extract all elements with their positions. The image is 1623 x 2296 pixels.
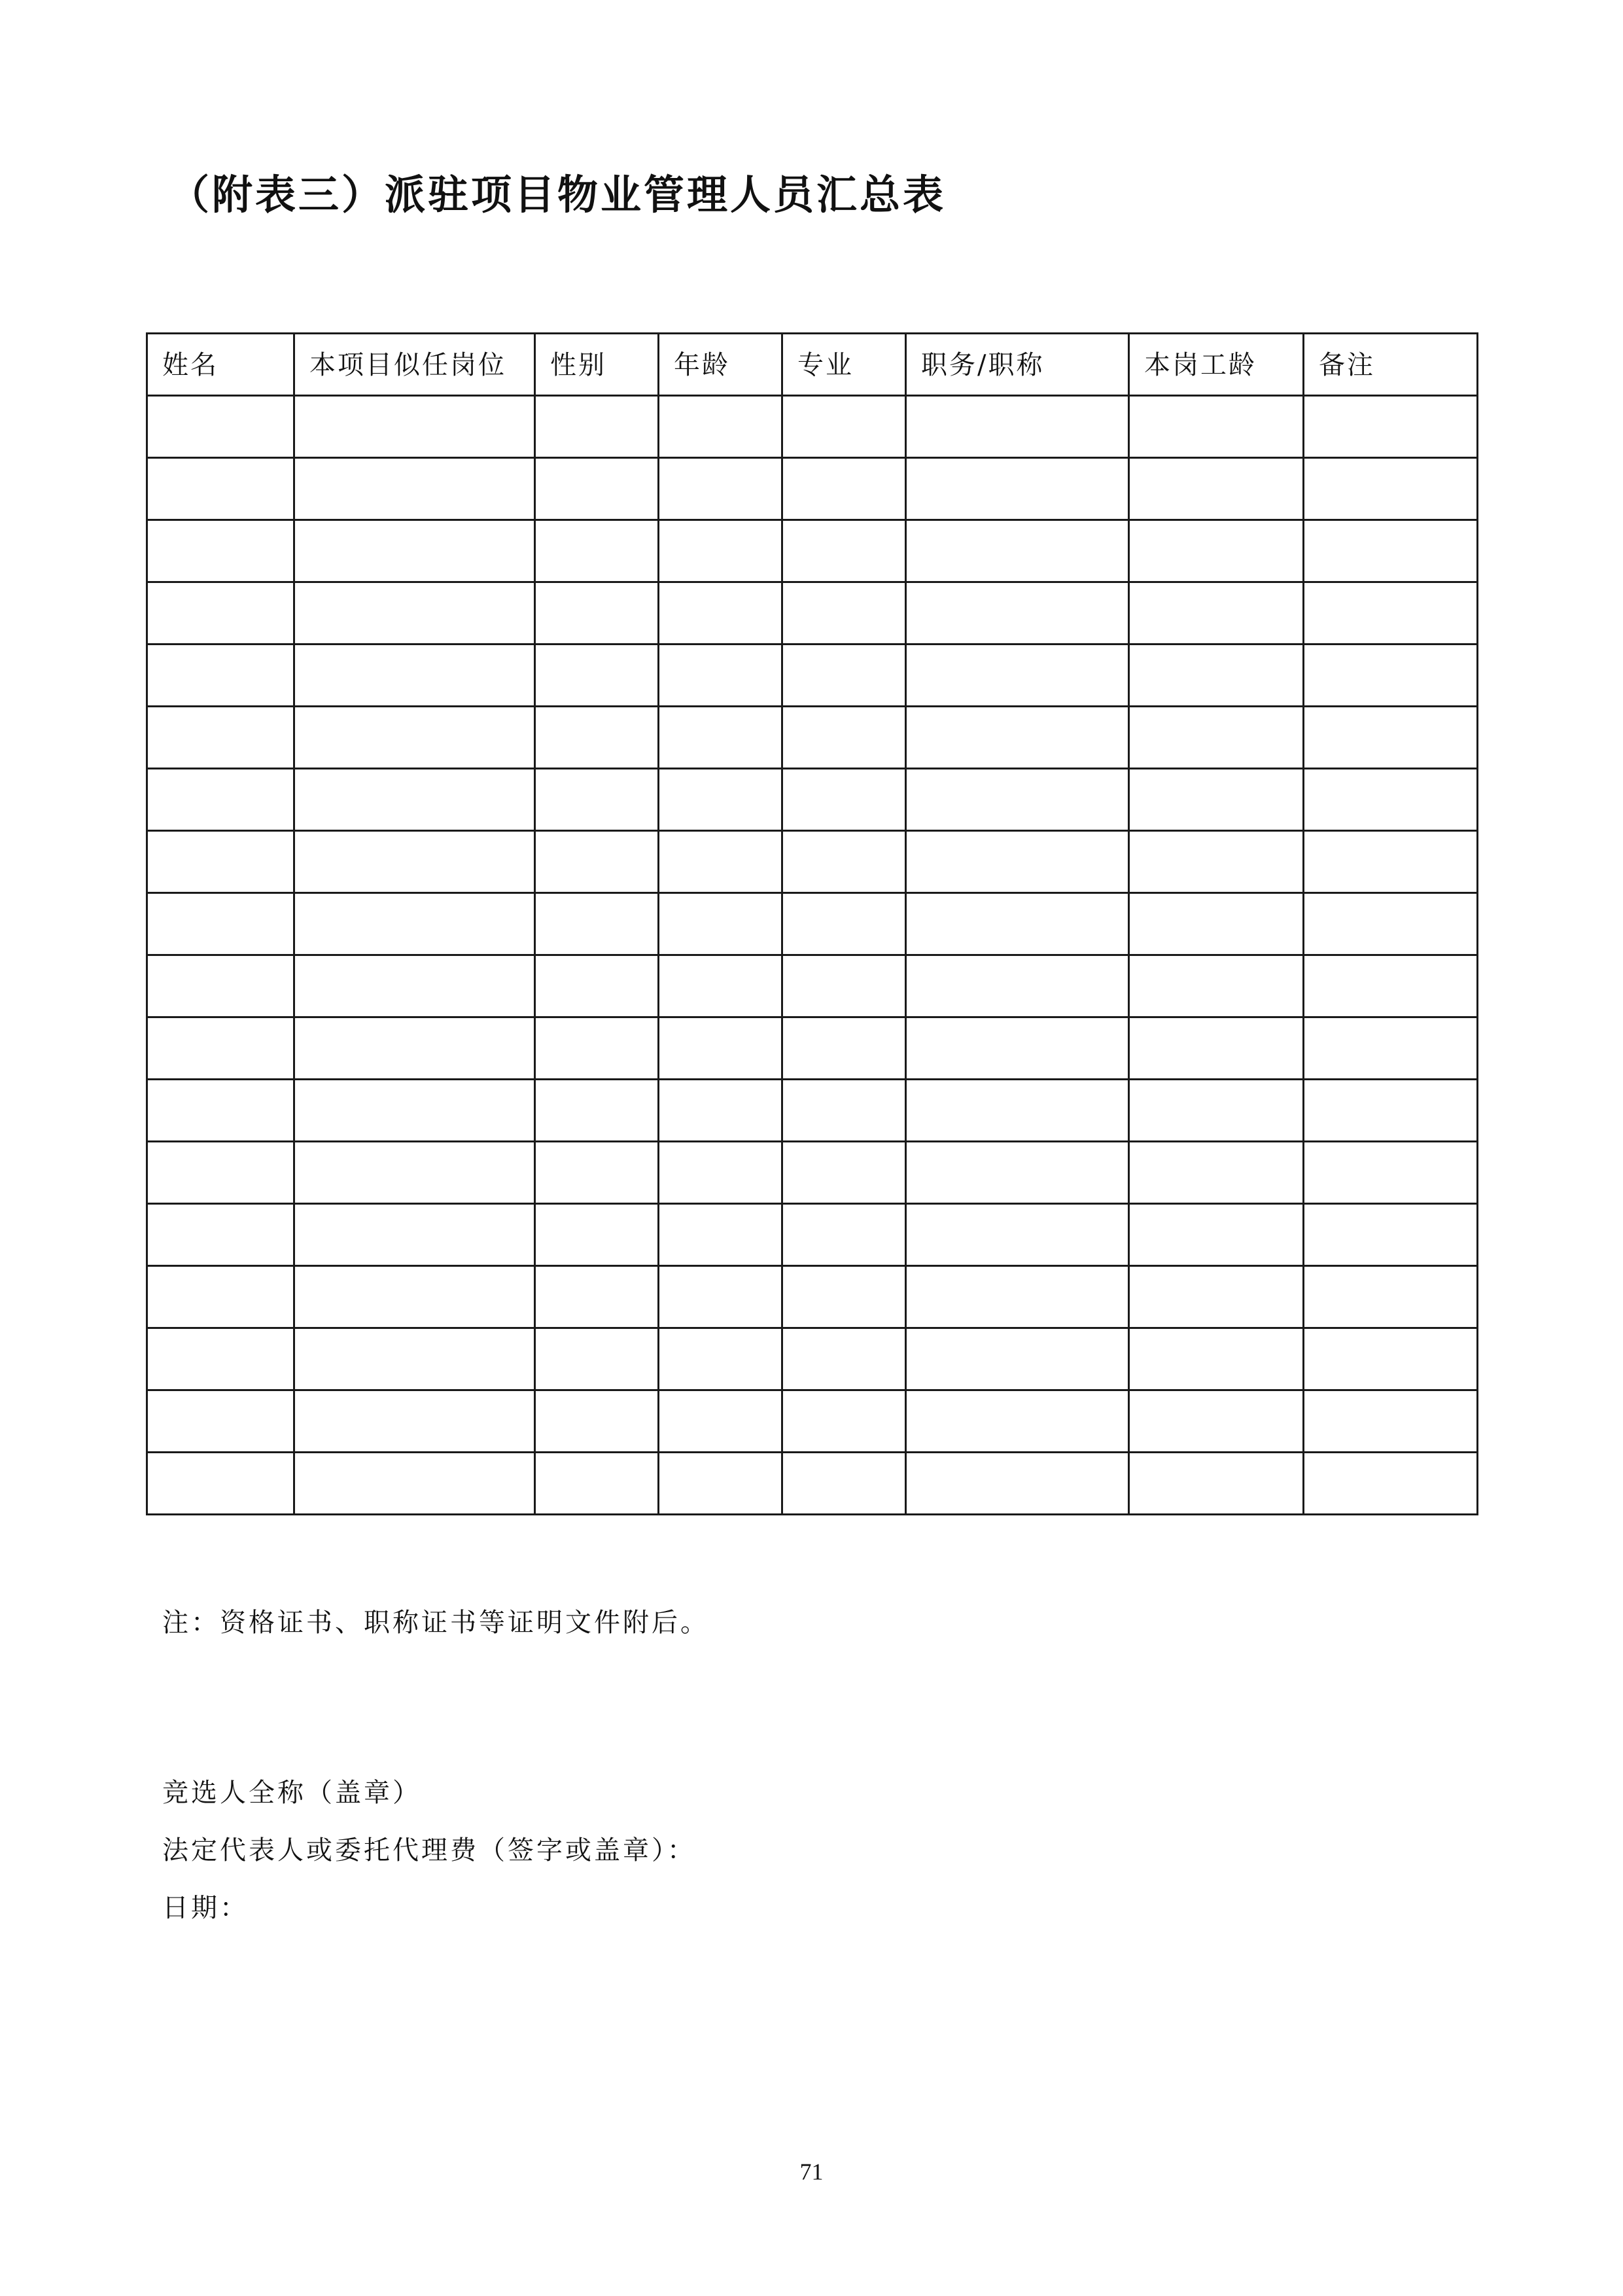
table-cell[interactable] — [659, 1266, 782, 1328]
table-row — [147, 955, 1478, 1017]
table-row — [147, 1453, 1478, 1515]
table-cell[interactable] — [294, 1080, 535, 1142]
table-cell[interactable] — [147, 1142, 294, 1204]
table-cell[interactable] — [535, 1080, 659, 1142]
table-cell[interactable] — [906, 707, 1129, 769]
table-cell[interactable] — [906, 1080, 1129, 1142]
table-cell[interactable] — [535, 1328, 659, 1390]
table-cell[interactable] — [782, 955, 906, 1017]
table-cell[interactable] — [294, 831, 535, 893]
table-cell[interactable] — [294, 582, 535, 645]
table-cell[interactable] — [535, 1390, 659, 1453]
table-cell[interactable] — [1129, 707, 1304, 769]
table-cell[interactable] — [906, 1204, 1129, 1266]
table-row — [147, 1080, 1478, 1142]
table-cell[interactable] — [906, 1453, 1129, 1515]
table-cell[interactable] — [294, 1204, 535, 1266]
table-cell[interactable] — [659, 1453, 782, 1515]
table-cell[interactable] — [782, 893, 906, 955]
table-cell[interactable] — [1304, 458, 1478, 520]
table-row — [147, 1017, 1478, 1080]
bidder-name-line: 竞选人全称（盖章） — [162, 1778, 421, 1808]
table-cell[interactable] — [147, 1080, 294, 1142]
header-major: 专业 — [782, 334, 906, 396]
table-cell[interactable] — [906, 1142, 1129, 1204]
table-cell[interactable] — [782, 582, 906, 645]
table-row — [147, 396, 1478, 458]
table-cell[interactable] — [1304, 1017, 1478, 1080]
table-cell[interactable] — [1129, 520, 1304, 582]
table-cell[interactable] — [1129, 955, 1304, 1017]
table-cell[interactable] — [535, 520, 659, 582]
table-cell[interactable] — [535, 645, 659, 707]
header-title: 职务/职称 — [906, 334, 1129, 396]
table-cell[interactable] — [147, 1390, 294, 1453]
table-cell[interactable] — [906, 1017, 1129, 1080]
table-cell[interactable] — [147, 1017, 294, 1080]
table-cell[interactable] — [906, 458, 1129, 520]
table-row — [147, 645, 1478, 707]
table-cell[interactable] — [659, 893, 782, 955]
table-cell[interactable] — [294, 707, 535, 769]
table-cell[interactable] — [1304, 1453, 1478, 1515]
table-cell[interactable] — [782, 396, 906, 458]
table-row — [147, 1142, 1478, 1204]
table-cell[interactable] — [782, 1142, 906, 1204]
table-cell[interactable] — [1304, 1204, 1478, 1266]
table-cell[interactable] — [906, 1328, 1129, 1390]
table-cell[interactable] — [1304, 893, 1478, 955]
note-text: 注：资格证书、职称证书等证明文件附后。 — [162, 1608, 709, 1638]
table-cell[interactable] — [782, 1204, 906, 1266]
table-cell[interactable] — [1129, 458, 1304, 520]
table-cell[interactable] — [659, 1142, 782, 1204]
table-row — [147, 893, 1478, 955]
table-cell[interactable] — [1304, 1142, 1478, 1204]
table-cell[interactable] — [1304, 582, 1478, 645]
table-cell[interactable] — [1129, 1328, 1304, 1390]
table-cell[interactable] — [535, 396, 659, 458]
table-cell[interactable] — [659, 582, 782, 645]
table-cell[interactable] — [906, 582, 1129, 645]
table-cell[interactable] — [294, 769, 535, 831]
table-cell[interactable] — [782, 831, 906, 893]
table-cell[interactable] — [535, 1142, 659, 1204]
table-header-row — [147, 334, 1478, 396]
table-row — [147, 707, 1478, 769]
table-cell[interactable] — [294, 458, 535, 520]
table-cell[interactable] — [1129, 1204, 1304, 1266]
table-cell[interactable] — [1129, 396, 1304, 458]
table-cell[interactable] — [294, 1266, 535, 1328]
table-cell[interactable] — [535, 1204, 659, 1266]
page-title: （附表三）派驻项目物业管理人员汇总表 — [169, 171, 947, 219]
table-cell[interactable] — [1129, 582, 1304, 645]
header-age: 年龄 — [659, 334, 782, 396]
table-cell[interactable] — [294, 520, 535, 582]
table-cell[interactable] — [294, 645, 535, 707]
staff-summary-table — [146, 332, 1478, 1515]
table-cell[interactable] — [906, 520, 1129, 582]
table-cell[interactable] — [659, 1017, 782, 1080]
table-cell[interactable] — [294, 1390, 535, 1453]
table-cell[interactable] — [147, 1204, 294, 1266]
header-remarks: 备注 — [1304, 334, 1478, 396]
table-cell[interactable] — [294, 955, 535, 1017]
table-cell[interactable] — [294, 396, 535, 458]
table-cell[interactable] — [147, 1453, 294, 1515]
table-cell[interactable] — [906, 893, 1129, 955]
table-cell[interactable] — [147, 645, 294, 707]
table-cell[interactable] — [659, 645, 782, 707]
table-cell[interactable] — [1304, 831, 1478, 893]
table-cell[interactable] — [659, 1390, 782, 1453]
table-cell[interactable] — [782, 707, 906, 769]
table-row — [147, 458, 1478, 520]
table-cell[interactable] — [1129, 1390, 1304, 1453]
table-cell[interactable] — [147, 1328, 294, 1390]
table-cell[interactable] — [535, 458, 659, 520]
table-cell[interactable] — [147, 582, 294, 645]
table-cell[interactable] — [659, 396, 782, 458]
table-row — [147, 1266, 1478, 1328]
header-position: 本项目似任岗位 — [294, 334, 535, 396]
table-cell[interactable] — [1304, 769, 1478, 831]
table-cell[interactable] — [147, 831, 294, 893]
table-cell[interactable] — [659, 769, 782, 831]
table-cell[interactable] — [1129, 893, 1304, 955]
table-cell[interactable] — [1129, 831, 1304, 893]
header-gender: 性别 — [535, 334, 659, 396]
table-cell[interactable] — [659, 1328, 782, 1390]
table-cell[interactable] — [659, 1204, 782, 1266]
table-cell[interactable] — [782, 1453, 906, 1515]
table-cell[interactable] — [782, 1328, 906, 1390]
table-cell[interactable] — [535, 955, 659, 1017]
table-cell[interactable] — [294, 1017, 535, 1080]
table-cell[interactable] — [1304, 1390, 1478, 1453]
table-cell[interactable] — [782, 1080, 906, 1142]
table-cell[interactable] — [906, 1390, 1129, 1453]
table-cell[interactable] — [782, 520, 906, 582]
table-cell[interactable] — [535, 707, 659, 769]
table-cell[interactable] — [1129, 645, 1304, 707]
table-cell[interactable] — [782, 458, 906, 520]
table-cell[interactable] — [1304, 520, 1478, 582]
table-cell[interactable] — [294, 893, 535, 955]
table-cell[interactable] — [906, 645, 1129, 707]
header-seniority: 本岗工龄 — [1129, 334, 1304, 396]
table-cell[interactable] — [906, 1266, 1129, 1328]
table-cell[interactable] — [659, 520, 782, 582]
table-cell[interactable] — [659, 831, 782, 893]
table-cell[interactable] — [782, 645, 906, 707]
table-cell[interactable] — [294, 1328, 535, 1390]
table-cell[interactable] — [147, 458, 294, 520]
table-cell[interactable] — [535, 1017, 659, 1080]
table-cell[interactable] — [535, 1453, 659, 1515]
table-cell[interactable] — [1129, 1266, 1304, 1328]
table-cell[interactable] — [782, 1266, 906, 1328]
table-cell[interactable] — [1129, 1080, 1304, 1142]
table-row — [147, 1390, 1478, 1453]
table-cell[interactable] — [782, 1390, 906, 1453]
table-cell[interactable] — [1129, 1017, 1304, 1080]
table-row — [147, 1328, 1478, 1390]
table-cell[interactable] — [147, 893, 294, 955]
date-line: 日期： — [162, 1893, 249, 1923]
table-cell[interactable] — [1304, 707, 1478, 769]
table-cell[interactable] — [1304, 396, 1478, 458]
table-row — [147, 1204, 1478, 1266]
table-cell[interactable] — [535, 582, 659, 645]
table-cell[interactable] — [147, 396, 294, 458]
table-row — [147, 520, 1478, 582]
table-cell[interactable] — [659, 707, 782, 769]
table-row — [147, 582, 1478, 645]
table-cell[interactable] — [147, 707, 294, 769]
header-name: 姓名 — [147, 334, 294, 396]
table-cell[interactable] — [906, 831, 1129, 893]
table-cell[interactable] — [147, 1266, 294, 1328]
table-cell[interactable] — [659, 955, 782, 1017]
table-cell[interactable] — [1304, 955, 1478, 1017]
table-cell[interactable] — [782, 1017, 906, 1080]
table-cell[interactable] — [1129, 1142, 1304, 1204]
table-cell[interactable] — [147, 520, 294, 582]
table-cell[interactable] — [782, 769, 906, 831]
table-cell[interactable] — [535, 831, 659, 893]
table-cell[interactable] — [1304, 1328, 1478, 1390]
table-cell[interactable] — [906, 769, 1129, 831]
table-cell[interactable] — [1129, 1453, 1304, 1515]
table-cell[interactable] — [147, 955, 294, 1017]
page-number: 71 — [799, 2159, 824, 2185]
table-body — [147, 396, 1478, 1515]
table-cell[interactable] — [294, 1142, 535, 1204]
table-cell[interactable] — [535, 769, 659, 831]
table-cell[interactable] — [1304, 1266, 1478, 1328]
table-cell[interactable] — [906, 396, 1129, 458]
table-cell[interactable] — [535, 893, 659, 955]
table-cell[interactable] — [535, 1266, 659, 1328]
table-cell[interactable] — [1304, 645, 1478, 707]
table-cell[interactable] — [1129, 769, 1304, 831]
table-cell[interactable] — [294, 1453, 535, 1515]
table-row — [147, 769, 1478, 831]
table-cell[interactable] — [906, 955, 1129, 1017]
representative-signature-line: 法定代表人或委托代理费（签字或盖章）： — [162, 1835, 696, 1865]
table-cell[interactable] — [659, 458, 782, 520]
table-row — [147, 831, 1478, 893]
table-cell[interactable] — [147, 769, 294, 831]
table-cell[interactable] — [1304, 1080, 1478, 1142]
table-cell[interactable] — [659, 1080, 782, 1142]
